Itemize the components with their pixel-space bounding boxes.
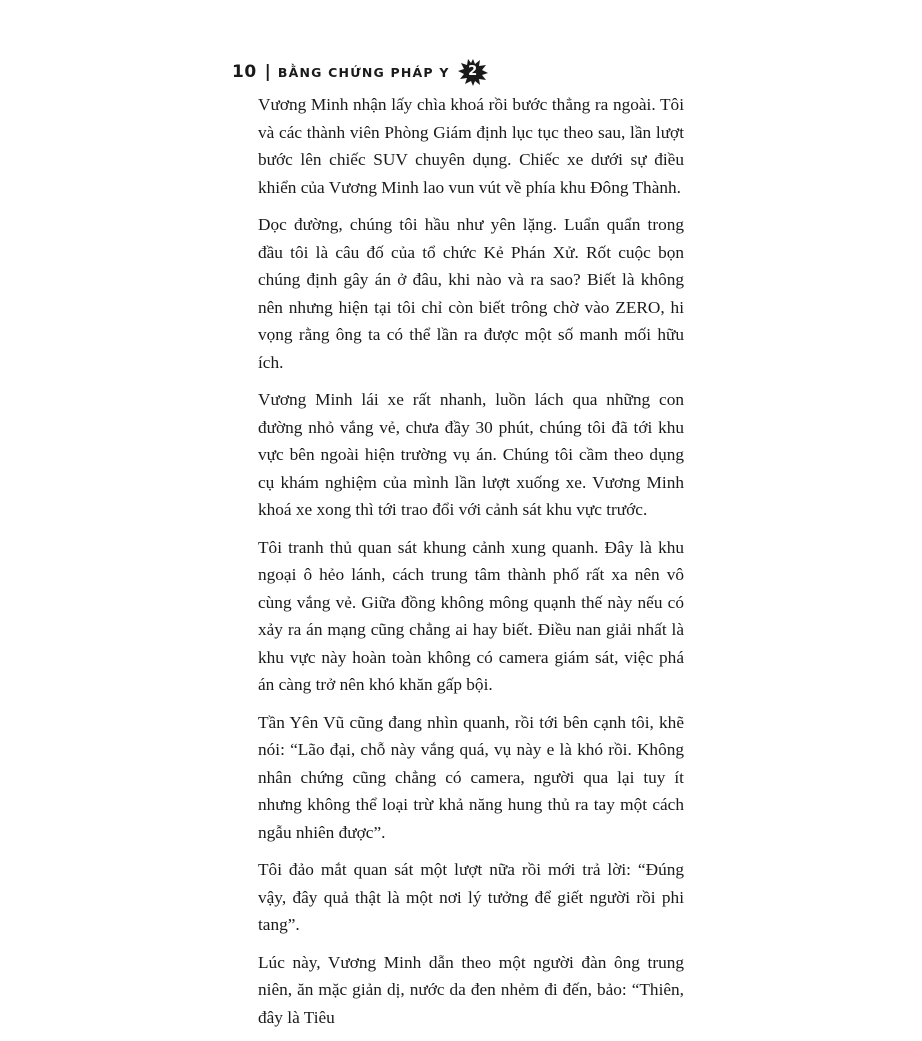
header-separator: | <box>264 62 271 82</box>
page-number: 10 <box>232 62 257 82</box>
paragraph: Dọc đường, chúng tôi hầu như yên lặng. Luẩn quẩn trong đầu tôi là câu đố của tổ chức Kẻ Phán Xử. Rốt cuộc bọn chúng định gây án ở đâu, khi nào và ra sao? Biết là không nên nhưng hiện tại tôi chỉ còn biết trông chờ vào ZERO, hi vọng rằng ông ta có thể lần ra được một số manh mối hữu ích. <box>258 215 684 372</box>
paragraph: Lúc này, Vương Minh dẫn theo một người đàn ông trung niên, ăn mặc giản dị, nước da đen nhẻm đi đến, bảo: “Thiên, đây là Tiêu <box>258 952 684 1027</box>
running-header <box>232 57 490 87</box>
paragraph: Tôi đảo mắt quan sát một lượt nữa rồi mới trả lời: “Đúng vậy, đây quả thật là một nơi lý tưởng để giết người rồi phi tang”. <box>258 860 684 934</box>
book-title: BẰNG CHỨNG PHÁP Y <box>277 64 450 80</box>
body-text <box>258 91 684 1041</box>
paragraph: Vương Minh lái xe rất nhanh, luồn lách qua những con đường nhỏ vắng vẻ, chưa đầy 30 phút, chúng tôi đã tới khu vực bên ngoài hiện trường vụ án. Chúng tôi cầm theo dụng cụ khám nghiệm của mình lần lượt xuống xe. Vương Minh khoá xe xong thì tới trao đổi với cảnh sát khu vực trước. <box>258 390 684 519</box>
volume-number: 2 <box>468 64 478 79</box>
paragraph: Tần Yên Vũ cũng đang nhìn quanh, rồi tới bên cạnh tôi, khẽ nói: “Lão đại, chỗ này vắng quá, vụ này e là khó rồi. Không nhân chứng cũng chẳng có camera, người qua lại tuy ít nhưng không thể loại trừ khả năng hung thủ ra tay một cách ngẫu nhiên được”. <box>258 712 684 842</box>
volume-badge <box>456 57 490 87</box>
paragraph: Vương Minh nhận lấy chìa khoá rồi bước thẳng ra ngoài. Tôi và các thành viên Phòng Giám định lục tục theo sau, lần lượt bước lên chiếc SUV chuyên dụng. Chiếc xe dưới sự điều khiển của Vương Minh lao vun vút về phía khu Đông Thành. <box>258 95 684 197</box>
paragraph: Tôi tranh thủ quan sát khung cảnh xung quanh. Đây là khu ngoại ô hẻo lánh, cách trung tâm thành phố rất xa nên vô cùng vắng vẻ. Giữa đồng không mông quạnh thế này nếu có xảy ra án mạng cũng chẳng ai hay biết. Điều nan giải nhất là khu vực này hoàn toàn không có camera giám sát, việc phá án càng trở nên khó khăn gấp bội. <box>258 537 684 694</box>
